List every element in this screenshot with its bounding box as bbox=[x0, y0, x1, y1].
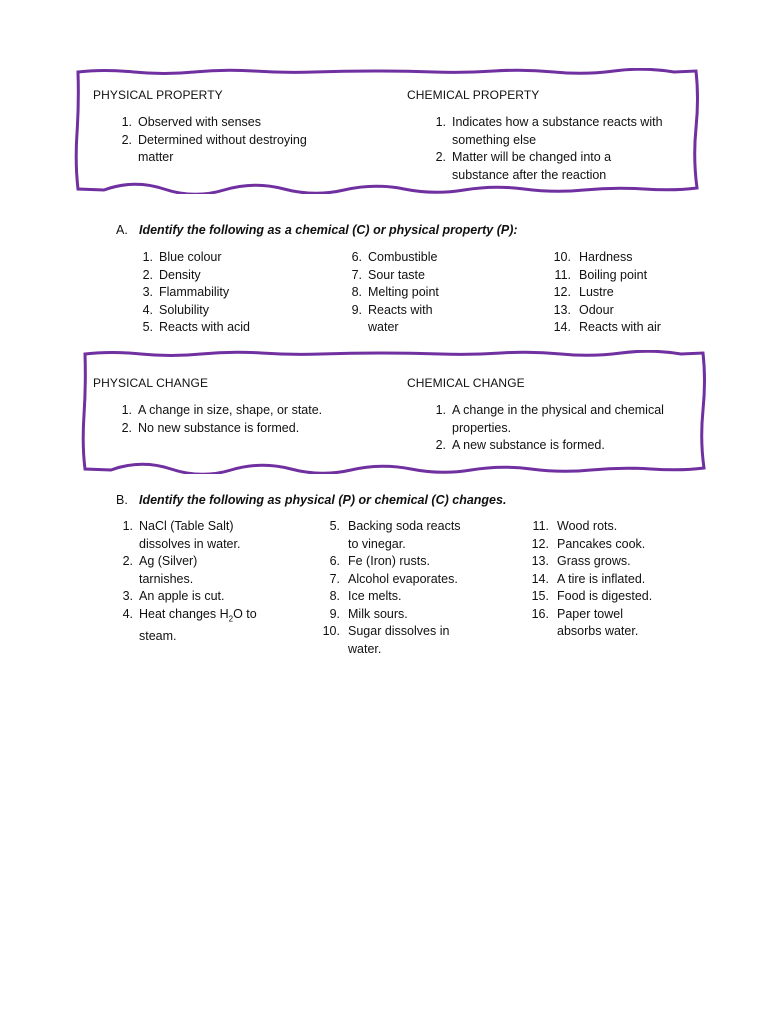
list-item: 5. Backing soda reacts to vinegar. bbox=[329, 519, 461, 551]
physical-property-title: PHYSICAL PROPERTY bbox=[93, 88, 223, 102]
properties-box bbox=[74, 68, 700, 194]
chemical-change-list bbox=[428, 402, 688, 455]
section-b-column-3 bbox=[531, 518, 721, 641]
list-item: 2. Ag (Silver) tarnishes. bbox=[122, 554, 198, 586]
list-item: 2. Matter will be changed into a substance after the reaction bbox=[435, 150, 612, 182]
list-item: 1. NaCl (Table Salt) dissolves in water. bbox=[122, 519, 241, 551]
list-item: 7. Sour taste bbox=[351, 267, 425, 282]
physical-change-list bbox=[114, 402, 374, 437]
list-item: 1. Observed with senses bbox=[121, 115, 261, 129]
chemical-property-list bbox=[428, 114, 678, 184]
list-item: 13. Odour bbox=[553, 302, 614, 317]
list-item: 13. Grass grows. bbox=[531, 554, 631, 568]
list-item: 4. Solubility bbox=[142, 302, 210, 317]
list-item: 10. Hardness bbox=[553, 250, 633, 264]
list-item: 3. Flammability bbox=[142, 285, 230, 299]
chemical-change-title: CHEMICAL CHANGE bbox=[407, 376, 525, 390]
list-item: 8. Ice melts. bbox=[329, 589, 402, 603]
section-b-letter: B. bbox=[116, 493, 128, 507]
chemical-property-title: CHEMICAL PROPERTY bbox=[407, 88, 540, 102]
list-item: 6. Fe (Iron) rusts. bbox=[329, 554, 430, 568]
section-a-column-3 bbox=[553, 249, 743, 337]
list-item: 1. A change in the physical and chemical properties. bbox=[435, 403, 664, 435]
physical-change-title: PHYSICAL CHANGE bbox=[93, 376, 209, 390]
list-item: 14. Reacts with air bbox=[553, 320, 661, 334]
list-item: 16. Paper towel absorbs water. bbox=[531, 606, 639, 638]
list-item: 1. Blue colour bbox=[142, 250, 222, 264]
list-item: 7. Alcohol evaporates. bbox=[329, 571, 458, 586]
section-b-title: Identify the following as physical (P) or chemical (C) changes. bbox=[139, 493, 507, 507]
list-item: 12. Lustre bbox=[553, 285, 614, 299]
list-item: 12. Pancakes cook. bbox=[531, 536, 646, 551]
list-item: 1. Indicates how a substance reacts with something else bbox=[435, 115, 663, 147]
list-item: 11. Boiling point bbox=[554, 267, 648, 282]
list-item: 3. An apple is cut. bbox=[122, 589, 225, 603]
section-b-column-1 bbox=[115, 518, 295, 645]
changes-box bbox=[81, 350, 707, 474]
list-item: 1. A change in size, shape, or state. bbox=[121, 403, 323, 417]
physical-property-list bbox=[114, 114, 334, 167]
list-item: 14. A tire is inflated. bbox=[531, 571, 646, 586]
section-a-letter: A. bbox=[116, 223, 128, 237]
list-item: 8. Melting point bbox=[351, 285, 439, 299]
list-item: 10. Sugar dissolves in water. bbox=[322, 624, 450, 656]
section-a-column-1 bbox=[135, 249, 315, 337]
list-item: 5. Reacts with acid bbox=[142, 320, 251, 334]
list-item: 4. Heat changes $H_2O$ to steam. bbox=[122, 606, 257, 643]
list-item: 15. Food is digested. bbox=[531, 589, 653, 603]
list-item: 2. A new substance is formed. bbox=[435, 438, 605, 452]
section-a-column-2 bbox=[344, 249, 524, 337]
section-b-column-2 bbox=[322, 518, 512, 658]
section-a-title: Identify the following as a chemical (C) or physical property (P): bbox=[139, 223, 518, 237]
list-item: 11. Wood rots. bbox=[532, 519, 618, 533]
list-item: 9. Reacts with water bbox=[351, 302, 433, 334]
list-item: 6. Combustible bbox=[351, 250, 438, 264]
list-item: 9. Milk sours. bbox=[329, 606, 408, 621]
list-item: 2. No new substance is formed. bbox=[121, 420, 300, 435]
list-item: 2. Determined without destroying matter bbox=[121, 132, 307, 164]
list-item: 2. Density bbox=[142, 267, 201, 282]
